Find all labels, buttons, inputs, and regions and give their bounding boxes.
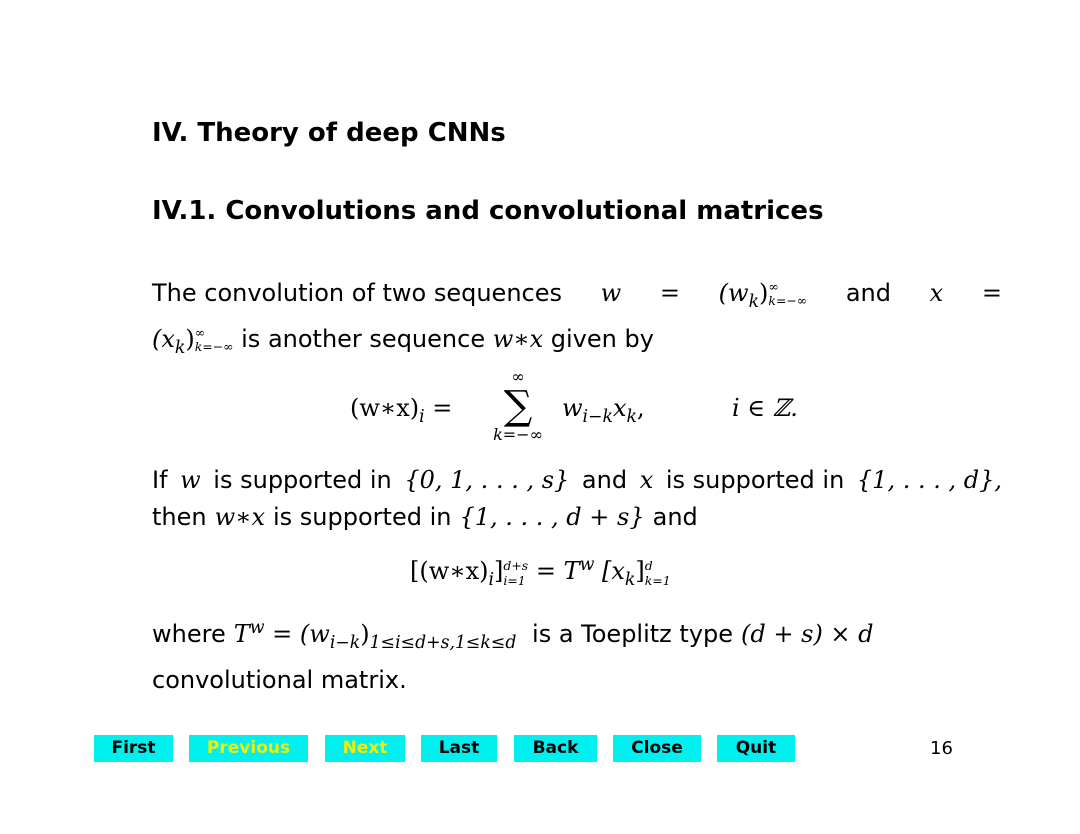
math-sup: d: [644, 557, 653, 573]
math-close: ): [759, 279, 769, 307]
math-seq-open: (w: [718, 279, 749, 307]
next-button[interactable]: Next: [325, 735, 405, 762]
paragraph-line: [152, 462, 1002, 499]
math-sup: d+s: [503, 557, 529, 573]
equation-lhs: [350, 394, 452, 427]
math-range: k=−∞: [194, 338, 234, 354]
convolution-definition-paragraph: [152, 275, 1002, 367]
math-equals: =: [432, 394, 453, 422]
text-span: and: [845, 279, 891, 307]
math-range: 1≤i≤d+s,1≤k≤d: [369, 632, 517, 653]
math-sub: i: [488, 569, 495, 590]
paragraph-line: [152, 499, 1002, 536]
text-span: and: [652, 503, 698, 531]
back-button[interactable]: Back: [514, 735, 597, 762]
text-span: then: [152, 503, 207, 531]
math-def: = (w: [272, 620, 330, 648]
math-w: w: [180, 466, 201, 494]
first-button[interactable]: First: [94, 735, 173, 762]
text-span: is a Toeplitz type: [532, 620, 734, 648]
text-span: The convolution of two sequences: [152, 279, 562, 307]
paragraph-line: [152, 275, 1002, 321]
math-matrix: T: [563, 557, 580, 585]
index-condition: i ∈ ℤ.: [732, 394, 798, 422]
sum-lower-limit: k=−∞: [493, 425, 543, 444]
toeplitz-paragraph: [152, 610, 1002, 699]
text-span: and: [581, 466, 628, 494]
page-number: 16: [930, 738, 953, 759]
math-sup: ∞: [194, 324, 206, 340]
paragraph-line: [152, 662, 1002, 699]
text-span: is supported in: [665, 466, 845, 494]
math-seq-open: (x: [152, 324, 175, 353]
math-close: ]: [494, 557, 504, 585]
matrix-equation: [410, 555, 671, 590]
quit-button[interactable]: Quit: [717, 735, 795, 762]
math-sub: k=1: [644, 572, 671, 588]
support-paragraph: [152, 462, 1002, 536]
math-sub: k: [748, 291, 760, 312]
sigma-symbol: ∑: [503, 383, 533, 429]
text-span: given by: [550, 324, 654, 353]
subsection-title: IV.1. Convolutions and convolutional matrices: [152, 196, 824, 226]
math-set: {1, . . . , d + s}: [459, 503, 645, 531]
math-sub: i=1: [503, 572, 526, 588]
math-lhs: [(w∗x): [410, 557, 489, 585]
math-sup: ∞: [768, 279, 779, 294]
math-sub: i−k: [329, 632, 361, 653]
paragraph-line: [152, 610, 1002, 662]
sum-upper-limit: ∞: [511, 367, 525, 386]
section-title: IV. Theory of deep CNNs: [152, 118, 506, 148]
math-equals: =: [535, 557, 556, 585]
math-sub: k: [174, 337, 186, 358]
text-span: is supported in: [213, 466, 392, 494]
math-term: w: [562, 394, 583, 422]
math-close: ): [185, 324, 195, 353]
summation-symbol: [478, 368, 558, 444]
math-lhs: (w∗x): [350, 394, 420, 422]
math-x: x: [929, 279, 944, 307]
math-sequence-x: [152, 324, 234, 358]
math-w: w: [600, 279, 622, 307]
math-comma: ,: [637, 394, 645, 422]
math-set: {0, 1, . . . , s}: [404, 466, 570, 494]
math-term: x: [613, 394, 627, 422]
math-sub: i−k: [582, 406, 613, 427]
math-rhs: [x: [602, 557, 625, 585]
close-button[interactable]: Close: [613, 735, 701, 762]
math-sequence-w: [719, 275, 808, 321]
text-span: where: [152, 620, 226, 648]
text-span: If: [152, 466, 168, 494]
math-wx: w∗x: [214, 503, 265, 531]
math-sup: w: [249, 618, 265, 638]
summand: [562, 394, 645, 427]
math-T: T: [233, 620, 250, 648]
text-span: convolutional matrix.: [152, 665, 407, 694]
math-x: x: [639, 466, 654, 494]
math-sub: i: [419, 406, 425, 427]
text-span: is another sequence: [241, 324, 486, 353]
math-close: ): [360, 620, 370, 648]
math-equals: =: [659, 279, 680, 307]
convolution-equation: [350, 368, 810, 452]
math-sub: k: [624, 569, 636, 590]
last-button[interactable]: Last: [421, 735, 497, 762]
text-span: is supported in: [273, 503, 452, 531]
math-sub: k: [626, 406, 638, 427]
paragraph-line: [152, 321, 1002, 367]
math-range: k=−∞: [768, 293, 808, 308]
math-wx: w∗x: [492, 324, 544, 353]
math-size: (d + s) × d: [741, 620, 874, 648]
math-sup: w: [579, 555, 595, 575]
math-set: {1, . . . , d},: [856, 466, 1002, 494]
math-close: ]: [635, 557, 645, 585]
previous-button[interactable]: Previous: [189, 735, 308, 762]
math-equals: =: [981, 279, 1002, 307]
